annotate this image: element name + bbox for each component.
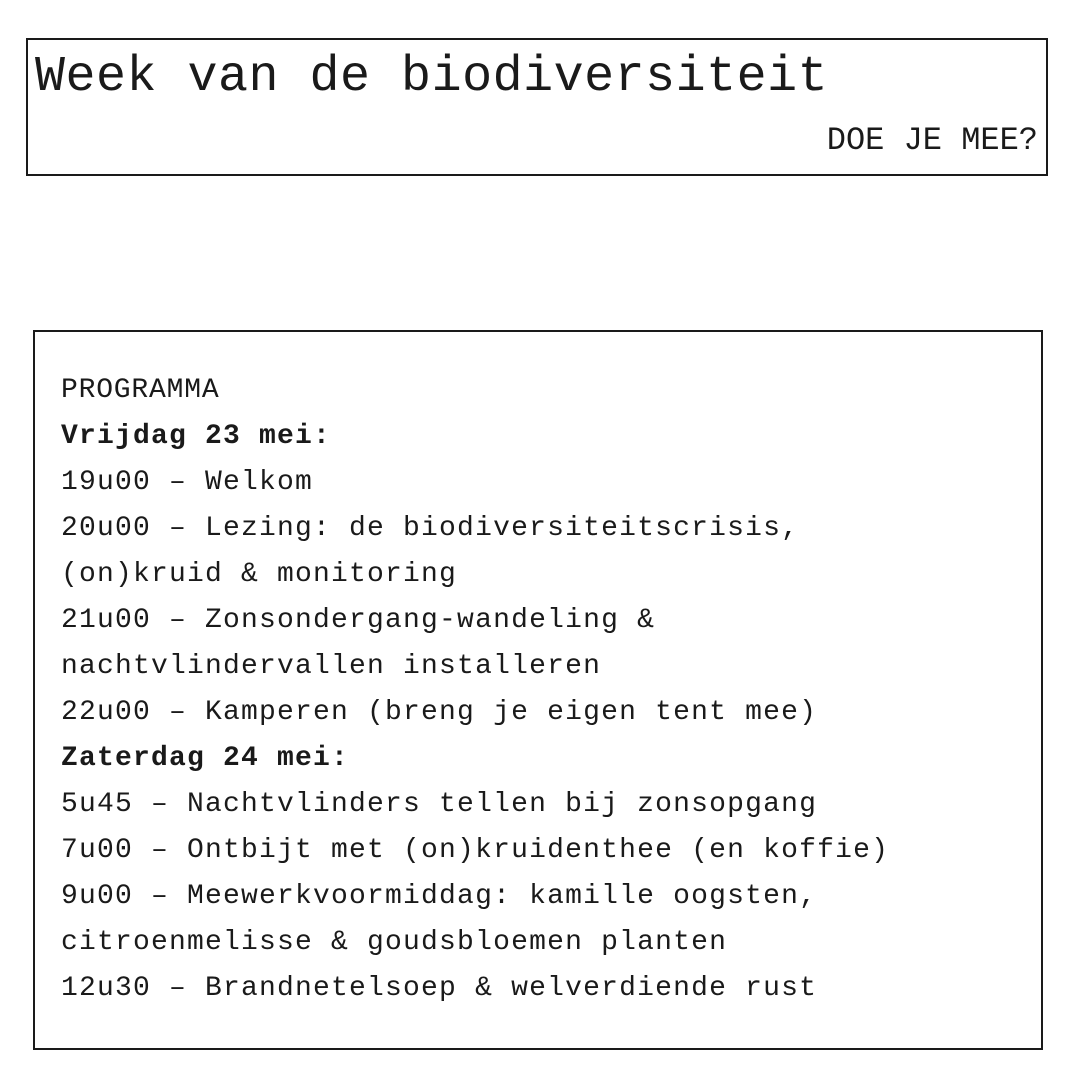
program-heading: PROGRAMMA: [61, 375, 220, 406]
program-item: 12u30 – Brandnetelsoep & welverdiende rust: [61, 973, 818, 1004]
program-item: 5u45 – Nachtvlinders tellen bij zonsopgang: [61, 789, 818, 820]
program-list: [61, 368, 889, 1012]
program-item: citroenmelisse & goudsbloemen planten: [61, 927, 728, 958]
title-box: [26, 38, 1048, 176]
day-heading-friday: Vrijdag 23 mei:: [61, 421, 332, 452]
page-subtitle: DOE JE MEE?: [826, 122, 1038, 159]
program-item: nachtvlindervallen installeren: [61, 651, 602, 682]
day-heading-saturday: Zaterdag 24 mei:: [61, 743, 350, 774]
program-item: 19u00 – Welkom: [61, 467, 314, 498]
program-item: (on)kruid & monitoring: [61, 559, 458, 590]
program-item: 22u00 – Kamperen (breng je eigen tent mee): [61, 697, 818, 728]
program-item: 21u00 – Zonsondergang-wandeling &: [61, 605, 656, 636]
program-item: 20u00 – Lezing: de biodiversiteitscrisis,: [61, 513, 800, 544]
program-item: 7u00 – Ontbijt met (on)kruidenthee (en koffie): [61, 835, 890, 866]
program-box: [33, 330, 1043, 1050]
program-item: 9u00 – Meewerkvoormiddag: kamille oogsten,: [61, 881, 818, 912]
page-title: Week van de biodiversiteit: [35, 49, 829, 106]
